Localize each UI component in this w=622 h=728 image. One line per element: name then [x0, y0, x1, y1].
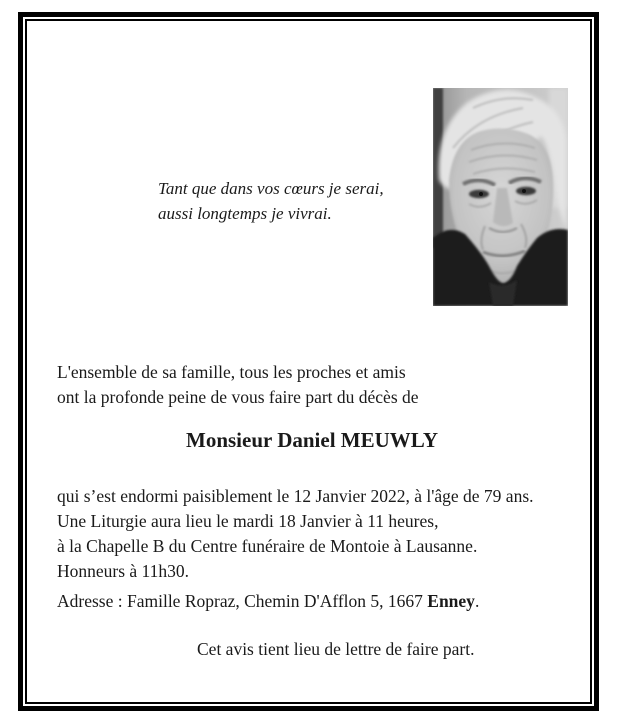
memorial-quote	[158, 176, 384, 226]
service-details	[57, 484, 534, 584]
details-line: Une Liturgie aura lieu le mardi 18 Janvier à 11 heures,	[57, 511, 439, 531]
address-suffix: .	[474, 591, 480, 611]
details-line: qui s’est endormi paisiblement le 12 Janvier 2022, à l'âge de 79 ans.	[57, 486, 534, 506]
details-line: Honneurs à 11h30.	[57, 561, 190, 581]
closing-line: Cet avis tient lieu de lettre de faire part.	[197, 639, 475, 659]
portrait-photo-image	[433, 88, 568, 306]
deceased-name: Monsieur Daniel MEUWLY	[186, 428, 439, 452]
address-line	[57, 589, 479, 614]
portrait-photo	[433, 88, 568, 306]
outer-border	[18, 12, 599, 711]
quote-line: aussi longtemps je vivrai.	[158, 204, 332, 223]
address-prefix: Adresse : Famille Ropraz, Chemin D'Afflon 5, 1667	[57, 591, 428, 611]
quote-line: Tant que dans vos cœurs je serai,	[158, 179, 384, 198]
details-line: à la Chapelle B du Centre funéraire de Montoie à Lausanne.	[57, 536, 478, 556]
intro-text	[57, 360, 419, 410]
address-town: Enney	[427, 591, 475, 611]
intro-line: ont la profonde peine de vous faire part du décès de	[57, 387, 419, 407]
inner-border	[25, 19, 592, 704]
intro-line: L'ensemble de sa famille, tous les proches et amis	[57, 362, 406, 382]
